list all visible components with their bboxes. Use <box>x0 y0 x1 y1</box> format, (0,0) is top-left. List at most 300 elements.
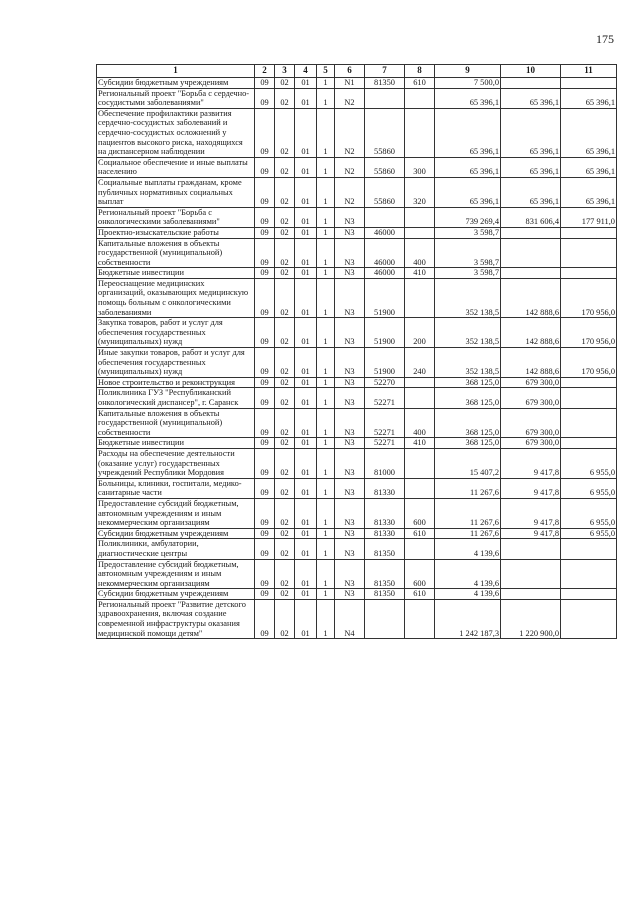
cell-dir: 81350 <box>365 559 405 589</box>
cell-name: Региональный проект "Борьба с сердечно-сосудистыми заболеваниями" <box>97 88 255 108</box>
cell-gp: 09 <box>255 227 275 238</box>
column-header-6: 6 <box>335 65 365 78</box>
cell-sum-2022: 65 396,1 <box>501 177 561 207</box>
cell-prog: 1 <box>317 559 335 589</box>
cell-name: Иные закупки товаров, работ и услуг для обеспечения государственных (муниципальных) нужд <box>97 348 255 378</box>
cell-prog: 1 <box>317 227 335 238</box>
cell-sum-2021: 15 407,2 <box>435 448 501 478</box>
cell-pr: 01 <box>295 448 317 478</box>
cell-vr <box>405 388 435 408</box>
cell-gp: 09 <box>255 438 275 449</box>
cell-prog: 1 <box>317 278 335 317</box>
cell-prog: 1 <box>317 268 335 279</box>
cell-sum-2023: 6 955,0 <box>561 478 617 498</box>
cell-rz: 02 <box>275 408 295 438</box>
cell-dir <box>365 599 405 638</box>
cell-sum-2022 <box>501 78 561 89</box>
cell-sum-2021: 368 125,0 <box>435 377 501 388</box>
cell-proj: N3 <box>335 448 365 478</box>
cell-proj: N3 <box>335 278 365 317</box>
cell-proj: N3 <box>335 227 365 238</box>
cell-prog: 1 <box>317 377 335 388</box>
cell-dir <box>365 88 405 108</box>
cell-sum-2022: 831 606,4 <box>501 207 561 227</box>
cell-proj: N3 <box>335 207 365 227</box>
table-row <box>97 388 617 408</box>
cell-sum-2021: 368 125,0 <box>435 408 501 438</box>
cell-proj: N4 <box>335 599 365 638</box>
column-header-10: 10 <box>501 65 561 78</box>
cell-proj: N3 <box>335 539 365 559</box>
table-row <box>97 238 617 268</box>
cell-dir: 81330 <box>365 478 405 498</box>
cell-proj: N3 <box>335 478 365 498</box>
table-row <box>97 448 617 478</box>
cell-proj: N3 <box>335 268 365 279</box>
cell-proj: N3 <box>335 377 365 388</box>
cell-proj: N3 <box>335 559 365 589</box>
cell-sum-2021: 368 125,0 <box>435 388 501 408</box>
cell-sum-2022: 9 417,8 <box>501 498 561 528</box>
cell-sum-2023 <box>561 599 617 638</box>
cell-name: Бюджетные инвестиции <box>97 268 255 279</box>
cell-sum-2021: 352 138,5 <box>435 348 501 378</box>
table-row <box>97 528 617 539</box>
cell-proj: N2 <box>335 108 365 157</box>
table-row <box>97 348 617 378</box>
column-header-8: 8 <box>405 65 435 78</box>
cell-sum-2022: 142 888,6 <box>501 348 561 378</box>
cell-sum-2022: 65 396,1 <box>501 108 561 157</box>
cell-pr: 01 <box>295 78 317 89</box>
cell-prog: 1 <box>317 388 335 408</box>
cell-sum-2022: 679 300,0 <box>501 438 561 449</box>
cell-dir: 81350 <box>365 539 405 559</box>
cell-sum-2021: 368 125,0 <box>435 438 501 449</box>
cell-proj: N3 <box>335 528 365 539</box>
cell-name: Предоставление субсидий бюджетным, автономным учреждениям и иным некоммерческим организациям <box>97 559 255 589</box>
cell-rz: 02 <box>275 498 295 528</box>
table-row <box>97 278 617 317</box>
cell-sum-2023: 6 955,0 <box>561 528 617 539</box>
cell-prog: 1 <box>317 589 335 600</box>
cell-pr: 01 <box>295 559 317 589</box>
cell-name: Переоснащение медицинских организаций, оказывающих медицинскую помощь больным с онкологическими заболеваниями <box>97 278 255 317</box>
cell-dir: 52271 <box>365 438 405 449</box>
cell-pr: 01 <box>295 88 317 108</box>
cell-sum-2022: 65 396,1 <box>501 88 561 108</box>
cell-rz: 02 <box>275 238 295 268</box>
cell-vr: 600 <box>405 559 435 589</box>
cell-proj: N3 <box>335 438 365 449</box>
cell-sum-2021: 3 598,7 <box>435 227 501 238</box>
cell-pr: 01 <box>295 599 317 638</box>
cell-pr: 01 <box>295 278 317 317</box>
cell-pr: 01 <box>295 388 317 408</box>
cell-vr: 610 <box>405 589 435 600</box>
cell-dir: 51900 <box>365 318 405 348</box>
cell-vr <box>405 539 435 559</box>
cell-prog: 1 <box>317 498 335 528</box>
cell-sum-2023 <box>561 438 617 449</box>
cell-name: Поликлиника ГУЗ "Республиканский онкологический диспансер", г. Саранск <box>97 388 255 408</box>
cell-rz: 02 <box>275 108 295 157</box>
cell-dir: 46000 <box>365 227 405 238</box>
cell-sum-2023 <box>561 559 617 589</box>
table-row <box>97 589 617 600</box>
cell-dir: 52270 <box>365 377 405 388</box>
cell-rz: 02 <box>275 348 295 378</box>
cell-vr: 600 <box>405 498 435 528</box>
cell-sum-2022: 142 888,6 <box>501 318 561 348</box>
cell-name: Региональный проект "Борьба с онкологическими заболеваниями" <box>97 207 255 227</box>
cell-vr: 400 <box>405 238 435 268</box>
cell-pr: 01 <box>295 177 317 207</box>
cell-pr: 01 <box>295 478 317 498</box>
cell-pr: 01 <box>295 238 317 268</box>
cell-sum-2022 <box>501 559 561 589</box>
column-header-2: 2 <box>255 65 275 78</box>
cell-name: Социальные выплаты гражданам, кроме публичных нормативных социальных выплат <box>97 177 255 207</box>
cell-prog: 1 <box>317 108 335 157</box>
cell-proj: N2 <box>335 88 365 108</box>
cell-gp: 09 <box>255 528 275 539</box>
cell-vr: 610 <box>405 528 435 539</box>
cell-sum-2021: 739 269,4 <box>435 207 501 227</box>
cell-name: Бюджетные инвестиции <box>97 438 255 449</box>
cell-sum-2023: 65 396,1 <box>561 157 617 177</box>
table-row <box>97 408 617 438</box>
cell-name: Новое строительство и реконструкция <box>97 377 255 388</box>
cell-prog: 1 <box>317 448 335 478</box>
cell-sum-2021: 352 138,5 <box>435 318 501 348</box>
cell-name: Расходы на обеспечение деятельности (оказание услуг) государственных учреждений Республики Мордовия <box>97 448 255 478</box>
cell-sum-2022: 1 220 900,0 <box>501 599 561 638</box>
cell-sum-2023: 170 956,0 <box>561 348 617 378</box>
cell-sum-2021: 4 139,6 <box>435 589 501 600</box>
cell-vr: 320 <box>405 177 435 207</box>
cell-vr: 410 <box>405 268 435 279</box>
cell-prog: 1 <box>317 177 335 207</box>
cell-rz: 02 <box>275 438 295 449</box>
cell-vr <box>405 227 435 238</box>
cell-vr <box>405 278 435 317</box>
cell-pr: 01 <box>295 539 317 559</box>
cell-proj: N2 <box>335 157 365 177</box>
cell-prog: 1 <box>317 78 335 89</box>
budget-table <box>96 64 617 639</box>
cell-gp: 09 <box>255 177 275 207</box>
cell-sum-2023: 170 956,0 <box>561 278 617 317</box>
cell-rz: 02 <box>275 599 295 638</box>
cell-rz: 02 <box>275 377 295 388</box>
cell-gp: 09 <box>255 448 275 478</box>
cell-dir: 51900 <box>365 348 405 378</box>
cell-rz: 02 <box>275 88 295 108</box>
cell-sum-2022: 65 396,1 <box>501 157 561 177</box>
cell-vr: 400 <box>405 408 435 438</box>
cell-prog: 1 <box>317 238 335 268</box>
table-row <box>97 478 617 498</box>
cell-proj: N3 <box>335 318 365 348</box>
cell-gp: 09 <box>255 207 275 227</box>
cell-vr <box>405 88 435 108</box>
cell-dir: 46000 <box>365 238 405 268</box>
cell-sum-2023 <box>561 377 617 388</box>
column-header-3: 3 <box>275 65 295 78</box>
cell-dir: 81330 <box>365 528 405 539</box>
cell-gp: 09 <box>255 238 275 268</box>
cell-vr <box>405 377 435 388</box>
cell-name: Больницы, клиники, госпитали, медико-санитарные части <box>97 478 255 498</box>
cell-sum-2022: 9 417,8 <box>501 528 561 539</box>
cell-rz: 02 <box>275 177 295 207</box>
cell-sum-2023: 65 396,1 <box>561 88 617 108</box>
cell-sum-2022 <box>501 589 561 600</box>
cell-name: Региональный проект "Развитие детского здравоохранения, включая создание современной инфраструктуры оказания медицинской помощи детям" <box>97 599 255 638</box>
cell-sum-2021: 11 267,6 <box>435 528 501 539</box>
cell-dir: 46000 <box>365 268 405 279</box>
cell-sum-2022: 679 300,0 <box>501 408 561 438</box>
column-header-1: 1 <box>97 65 255 78</box>
cell-proj: N3 <box>335 589 365 600</box>
table-row <box>97 438 617 449</box>
cell-pr: 01 <box>295 377 317 388</box>
cell-name: Субсидии бюджетным учреждениям <box>97 528 255 539</box>
cell-sum-2022: 679 300,0 <box>501 377 561 388</box>
cell-sum-2022 <box>501 539 561 559</box>
cell-sum-2023: 6 955,0 <box>561 448 617 478</box>
cell-sum-2023 <box>561 238 617 268</box>
cell-prog: 1 <box>317 207 335 227</box>
cell-sum-2023 <box>561 227 617 238</box>
column-header-5: 5 <box>317 65 335 78</box>
cell-proj: N3 <box>335 348 365 378</box>
cell-gp: 09 <box>255 498 275 528</box>
cell-vr <box>405 108 435 157</box>
cell-sum-2023 <box>561 268 617 279</box>
cell-prog: 1 <box>317 539 335 559</box>
cell-gp: 09 <box>255 559 275 589</box>
cell-sum-2023: 65 396,1 <box>561 177 617 207</box>
table-row <box>97 157 617 177</box>
cell-vr <box>405 478 435 498</box>
table-row <box>97 498 617 528</box>
cell-vr <box>405 207 435 227</box>
page-number: 175 <box>596 32 614 46</box>
cell-dir: 55860 <box>365 108 405 157</box>
cell-rz: 02 <box>275 268 295 279</box>
cell-proj: N3 <box>335 498 365 528</box>
table-row <box>97 268 617 279</box>
cell-sum-2022: 9 417,8 <box>501 478 561 498</box>
cell-sum-2023 <box>561 408 617 438</box>
cell-name: Капитальные вложения в объекты государственной (муниципальной) собственности <box>97 238 255 268</box>
cell-gp: 09 <box>255 268 275 279</box>
column-header-11: 11 <box>561 65 617 78</box>
cell-sum-2023: 6 955,0 <box>561 498 617 528</box>
cell-sum-2021: 65 396,1 <box>435 157 501 177</box>
cell-rz: 02 <box>275 478 295 498</box>
cell-rz: 02 <box>275 448 295 478</box>
cell-prog: 1 <box>317 438 335 449</box>
cell-sum-2023: 170 956,0 <box>561 318 617 348</box>
cell-vr: 610 <box>405 78 435 89</box>
cell-sum-2021: 352 138,5 <box>435 278 501 317</box>
cell-dir: 52271 <box>365 388 405 408</box>
cell-dir: 55860 <box>365 177 405 207</box>
cell-sum-2021: 11 267,6 <box>435 478 501 498</box>
cell-sum-2021: 3 598,7 <box>435 268 501 279</box>
cell-sum-2023 <box>561 539 617 559</box>
cell-sum-2023 <box>561 589 617 600</box>
cell-prog: 1 <box>317 599 335 638</box>
cell-proj: N3 <box>335 238 365 268</box>
cell-proj: N3 <box>335 408 365 438</box>
cell-vr: 200 <box>405 318 435 348</box>
cell-name: Субсидии бюджетным учреждениям <box>97 78 255 89</box>
cell-rz: 02 <box>275 318 295 348</box>
cell-rz: 02 <box>275 78 295 89</box>
cell-rz: 02 <box>275 207 295 227</box>
cell-rz: 02 <box>275 589 295 600</box>
table-row <box>97 108 617 157</box>
cell-vr: 240 <box>405 348 435 378</box>
cell-sum-2022: 9 417,8 <box>501 448 561 478</box>
cell-gp: 09 <box>255 157 275 177</box>
cell-pr: 01 <box>295 227 317 238</box>
cell-name: Предоставление субсидий бюджетным, автономным учреждениям и иным некоммерческим организациям <box>97 498 255 528</box>
cell-sum-2021: 65 396,1 <box>435 88 501 108</box>
cell-sum-2022 <box>501 227 561 238</box>
cell-sum-2022 <box>501 268 561 279</box>
cell-vr: 410 <box>405 438 435 449</box>
cell-dir <box>365 207 405 227</box>
cell-name: Проектно-изыскательские работы <box>97 227 255 238</box>
table-row <box>97 599 617 638</box>
table-row <box>97 559 617 589</box>
table-row <box>97 78 617 89</box>
cell-prog: 1 <box>317 408 335 438</box>
cell-dir: 51900 <box>365 278 405 317</box>
cell-dir: 81330 <box>365 498 405 528</box>
cell-dir: 55860 <box>365 157 405 177</box>
cell-pr: 01 <box>295 589 317 600</box>
cell-pr: 01 <box>295 528 317 539</box>
table-row <box>97 177 617 207</box>
cell-pr: 01 <box>295 207 317 227</box>
cell-rz: 02 <box>275 227 295 238</box>
cell-sum-2021: 1 242 187,3 <box>435 599 501 638</box>
cell-sum-2022 <box>501 238 561 268</box>
cell-proj: N1 <box>335 78 365 89</box>
cell-name: Субсидии бюджетным учреждениям <box>97 589 255 600</box>
cell-gp: 09 <box>255 388 275 408</box>
cell-gp: 09 <box>255 599 275 638</box>
cell-proj: N3 <box>335 388 365 408</box>
cell-pr: 01 <box>295 438 317 449</box>
cell-sum-2023 <box>561 78 617 89</box>
cell-prog: 1 <box>317 528 335 539</box>
cell-name: Закупка товаров, работ и услуг для обеспечения государственных (муниципальных) нужд <box>97 318 255 348</box>
cell-dir: 81350 <box>365 78 405 89</box>
cell-gp: 09 <box>255 589 275 600</box>
cell-pr: 01 <box>295 108 317 157</box>
cell-gp: 09 <box>255 78 275 89</box>
cell-rz: 02 <box>275 278 295 317</box>
cell-name: Капитальные вложения в объекты государственной (муниципальной) собственности <box>97 408 255 438</box>
cell-name: Поликлиники, амбулатории, диагностические центры <box>97 539 255 559</box>
column-header-9: 9 <box>435 65 501 78</box>
cell-gp: 09 <box>255 348 275 378</box>
cell-gp: 09 <box>255 318 275 348</box>
cell-sum-2022: 142 888,6 <box>501 278 561 317</box>
cell-name: Социальное обеспечение и иные выплаты населению <box>97 157 255 177</box>
table-row <box>97 207 617 227</box>
cell-sum-2021: 65 396,1 <box>435 108 501 157</box>
cell-sum-2021: 11 267,6 <box>435 498 501 528</box>
cell-pr: 01 <box>295 268 317 279</box>
cell-sum-2023: 177 911,0 <box>561 207 617 227</box>
cell-sum-2021: 65 396,1 <box>435 177 501 207</box>
cell-prog: 1 <box>317 348 335 378</box>
cell-gp: 09 <box>255 88 275 108</box>
cell-sum-2021: 3 598,7 <box>435 238 501 268</box>
cell-rz: 02 <box>275 157 295 177</box>
cell-pr: 01 <box>295 157 317 177</box>
cell-pr: 01 <box>295 318 317 348</box>
table-row <box>97 377 617 388</box>
cell-dir: 81350 <box>365 589 405 600</box>
cell-gp: 09 <box>255 539 275 559</box>
cell-rz: 02 <box>275 528 295 539</box>
cell-pr: 01 <box>295 498 317 528</box>
cell-sum-2023: 65 396,1 <box>561 108 617 157</box>
cell-pr: 01 <box>295 408 317 438</box>
cell-gp: 09 <box>255 278 275 317</box>
table-body <box>97 78 617 639</box>
table-row <box>97 539 617 559</box>
cell-dir: 81000 <box>365 448 405 478</box>
table-row <box>97 227 617 238</box>
cell-gp: 09 <box>255 108 275 157</box>
cell-sum-2022: 679 300,0 <box>501 388 561 408</box>
cell-prog: 1 <box>317 318 335 348</box>
cell-prog: 1 <box>317 88 335 108</box>
cell-gp: 09 <box>255 408 275 438</box>
table-header-row <box>97 65 617 78</box>
table-row <box>97 88 617 108</box>
cell-sum-2021: 4 139,6 <box>435 559 501 589</box>
cell-vr: 300 <box>405 157 435 177</box>
cell-prog: 1 <box>317 157 335 177</box>
table-row <box>97 318 617 348</box>
cell-name: Обеспечение профилактики развития сердечно-сосудистых заболеваний и сердечно-сосудистых осложнений у пациентов высокого риска, находящихся на диспансерном наблюдении <box>97 108 255 157</box>
cell-prog: 1 <box>317 478 335 498</box>
column-header-4: 4 <box>295 65 317 78</box>
cell-rz: 02 <box>275 539 295 559</box>
cell-vr <box>405 448 435 478</box>
cell-gp: 09 <box>255 478 275 498</box>
cell-proj: N2 <box>335 177 365 207</box>
cell-sum-2021: 7 500,0 <box>435 78 501 89</box>
cell-vr <box>405 599 435 638</box>
cell-pr: 01 <box>295 348 317 378</box>
cell-sum-2023 <box>561 388 617 408</box>
cell-sum-2021: 4 139,6 <box>435 539 501 559</box>
cell-rz: 02 <box>275 388 295 408</box>
cell-gp: 09 <box>255 377 275 388</box>
